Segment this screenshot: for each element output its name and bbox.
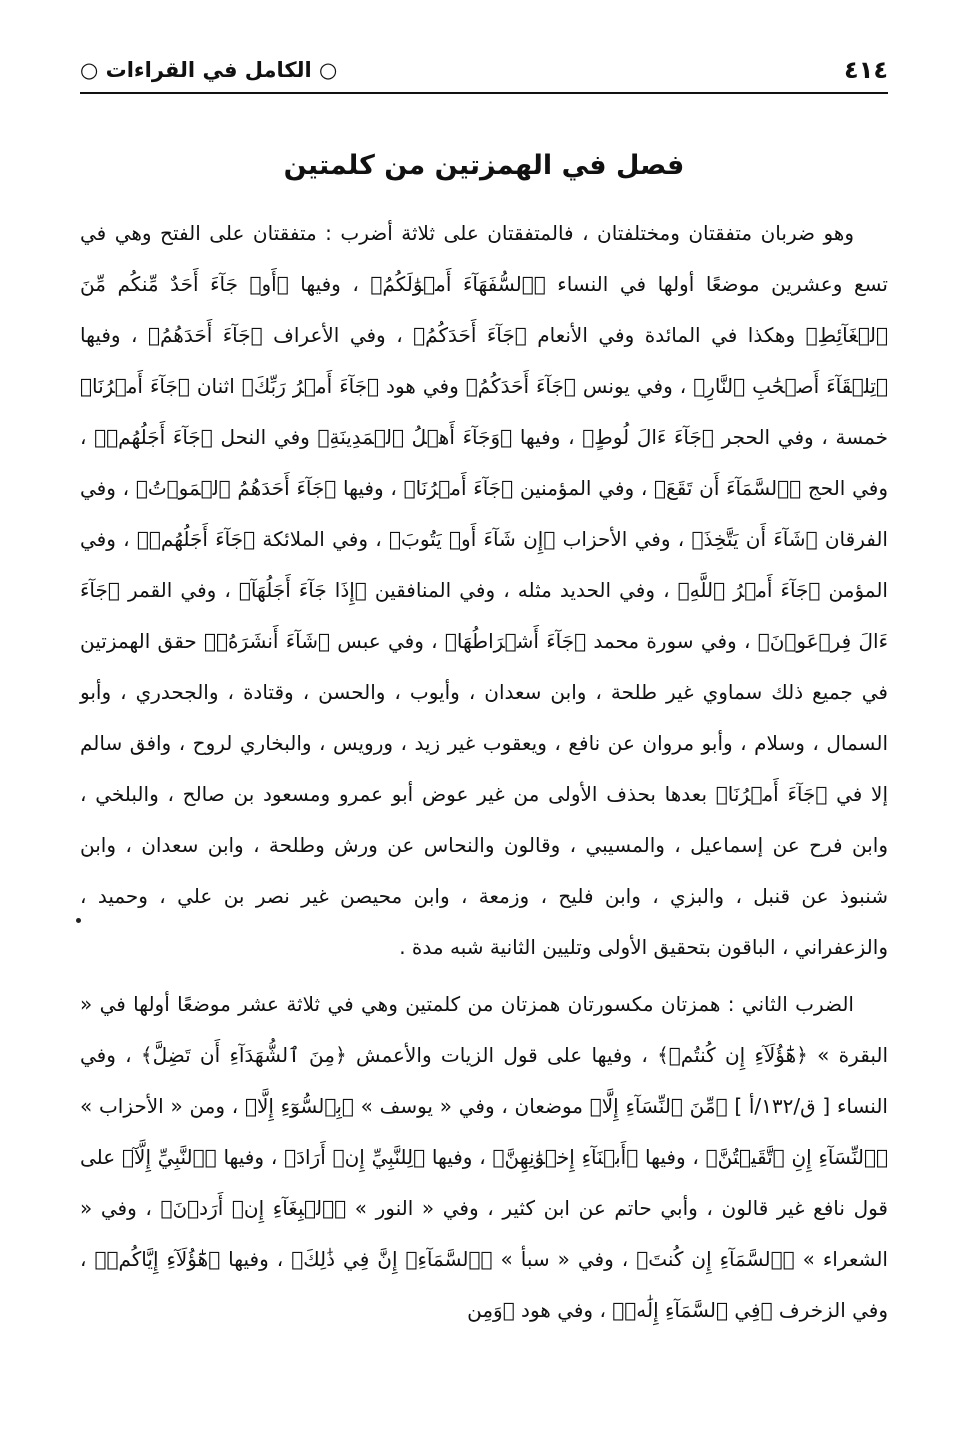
margin-dot — [76, 918, 81, 923]
page-number: ٤١٤ — [844, 56, 888, 84]
section-title: فصل في الهمزتين من كلمتين — [283, 150, 685, 181]
paragraph-first-kind: وهو ضربان متفقتان ومختلفتان ، فالمتفقتان على ثلاثة أضرب : متفقتان على الفتح وهي في تسع وعشرين موضعًا أولها في النساء ﴿ٱلسُّفَهَآءَ أَمۡوَٰلَكُمُ﴾ ، وفيها ﴿أَوۡ جَآءَ أَحَدٌ مِّنكُم مِّنَ ٱلۡغَآئِطِ﴾ وهكذا في المائدة وفي الأنعام ﴿جَآءَ أَحَدَكُمُ﴾ ، وفي الأعراف ﴿جَآءَ أَحَدَهُمُ﴾ ، وفيها ﴿تِلۡقَآءَ أَصۡحَٰبِ ٱلنَّارِ﴾ ، وفي يونس ﴿جَآءَ أَحَدَكُمُ﴾ وفي هود ﴿جَآءَ أَمۡرُ رَبِّكَ﴾ اثنان ﴿جَآءَ أَمۡرُنَا﴾ خمسة ، وفي الحجر ﴿جَآءَ ءَالَ لُوطٍ﴾ ، وفيها ﴿وَجَآءَ أَهۡلُ ٱلۡمَدِينَةِ﴾ وفي النحل ﴿جَآءَ أَجَلُهُمۡ﴾ ، وفي الحج ﴿ٱلسَّمَآءَ أَن تَقَعَ﴾ ، وفي المؤمنين ﴿جَآءَ أَمۡرُنَا﴾ ، وفيها ﴿جَآءَ أَحَدَهُمُ ٱلۡمَوۡتُ﴾ ، وفي الفرقان ﴿شَآءَ أَن يَتَّخِذَ﴾ ، وفي الأحزاب ﴿إِن شَآءَ أَوۡ يَتُوبَ﴾ ، وفي الملائكة ﴿جَآءَ أَجَلُهُمۡ﴾ ، وفي المؤمن ﴿جَآءَ أَمۡرُ ٱللَّهِ﴾ ، وفي الحديد مثله ، وفي المنافقين ﴿إِذَا جَآءَ أَجَلُهَآ﴾ ، وفي القمر ﴿جَآءَ ءَالَ فِرۡعَوۡنَ﴾ ، وفي سورة محمد ﴿جَآءَ أَشۡرَاطُهَا﴾ ، وفي عبس ﴿شَآءَ أَنشَرَهُۥ﴾ حقق الهمزتين في جميع ذلك سماوي غير طلحة ، وابن سعدان ، وأيوب ، والحسن ، وقتادة ، والجحدري ، وأبو السمال ، وسلام ، وأبو مروان عن نافع ، ويعقوب غير زيد ، ورويس ، والبخاري لروح ، وافق سالم إلا في ﴿جَآءَ أَمۡرُنَا﴾ بعدها بحذف الأولى من غير عوض أبو عمرو ومسعود بن صالح ، والبلخي ، وابن فرح عن إسماعيل ، والمسيبي ، وقالون والنحاس عن ورش وطلحة ، وابن سعدان ، وابن شنبوذ عن قنبل ، والبزي ، وابن فليح ، وزمعة ، وابن محيصن غير نصر بن علي ، وحميد ، والزعفراني ، الباقون بتحقيق الأولى وتليين الثانية شبه مدة . — [80, 221, 888, 959]
paragraph-second-kind: الضرب الثاني : همزتان مكسورتان همزتان من كلمتين وهي في ثلاثة عشر موضعًا أولها في « البقرة » ﴿هَٰٓؤُلَآءِ إِن كُنتُمۡ﴾ ، وفيها على قول الزيات والأعمش ﴿مِنَ ٱلشُّهَدَآءِ أَن تَضِلَّ﴾ ، وفي النساء [ ق/١٣٢/أ ] ﴿مِّنَ ٱلنِّسَآءِ إِلَّا﴾ موضعان ، وفي « يوسف » ﴿بِٱلسُّوٓءِ إِلَّا﴾ ، ومن « الأحزاب » ﴿ٱلنِّسَآءِ إِنِ ٱتَّقَيۡتُنَّ﴾ ، وفيها ﴿أَبۡنَآءِ إِخۡوَٰنِهِنَّ﴾ ، وفيها ﴿لِلنَّبِيِّ إِنۡ أَرَادَ﴾ ، وفيها ﴿ٱلنَّبِيِّ إِلَّآ﴾ على قول نافع غير قالون ، وأبي حاتم عن ابن كثير ، وفي « النور » ﴿ٱلۡبِغَآءِ إِنۡ أَرَدۡنَ﴾ ، وفي « الشعراء » ﴿ٱلسَّمَآءِ إِن كُنتَ﴾ ، وفي « سبأ » ﴿ٱلسَّمَآءِۚ إِنَّ فِي ذَٰلِكَ﴾ ، وفيها ﴿هَٰٓؤُلَآءِ إِيَّاكُمۡ﴾ ، وفي الزخرف ﴿فِي ٱلسَّمَآءِ إِلَٰهٞ﴾ ، وفي هود ﴿وَمِن — [80, 992, 888, 1322]
book-title: ○ الكامل في القراءات ○ — [80, 58, 338, 82]
body-text — [80, 208, 888, 1342]
running-header — [80, 52, 888, 94]
